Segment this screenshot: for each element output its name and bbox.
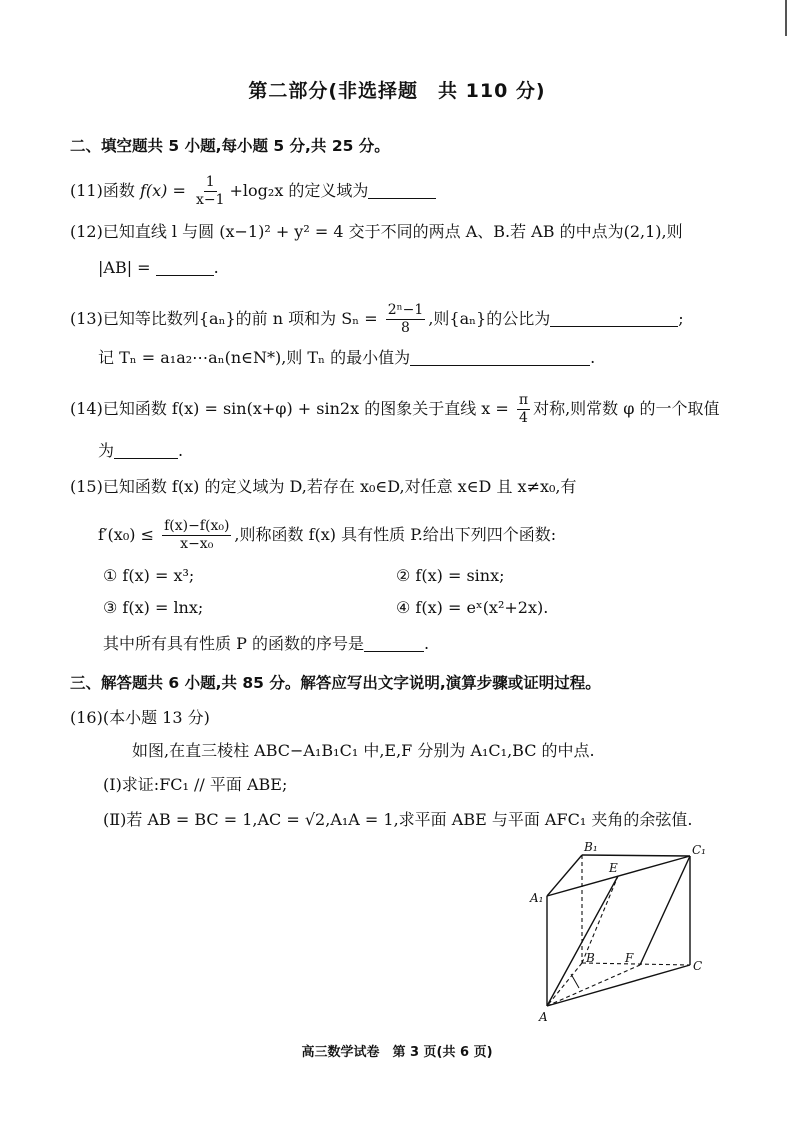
hidden-edge-bc [582,963,690,965]
q14-fraction: $\frac{\pi}{4}$ [518,392,529,426]
q11-fraction: $\frac{1}{x-1}$ [195,174,225,208]
question-12-line2: |AB| = . [98,258,219,277]
part-title: 第二部分(非选择题 共 110 分) [248,80,546,102]
q13-min-blank[interactable] [410,365,590,366]
section3-heading: 三、解答题共 6 小题,共 85 分。解答应写出文字说明,演算步骤或证明过程。 [70,674,601,692]
label-c1: C₁ [692,843,706,857]
question-14-line2: 为 . [98,441,184,460]
q12-answer-blank[interactable] [156,275,214,276]
edge-b1c1 [582,855,690,856]
label-b: B [586,951,595,965]
q13-ratio-blank[interactable] [550,326,678,327]
tick-mark [571,974,579,988]
question-16-part1: (Ⅰ)求证:FC₁ // 平面 ABE; [103,775,288,794]
label-f: F [625,951,634,965]
label-b1: B₁ [584,840,598,854]
q15-option-2: ② f(x) = sinx; [396,566,505,585]
label-a1: A₁ [530,891,544,905]
q15-option-1: ① f(x) = x³; [103,566,195,585]
question-13: (13)已知等比数列{aₙ}的前 n 项和为 Sₙ = $\frac{\text{2ⁿ−1}}{8}$ ,则{aₙ}的公比为 ; [70,302,684,336]
question-16-title: (16)(本小题 13 分) [70,708,210,727]
label-c: C [693,959,703,973]
q15-fraction: $\frac{\text{f(x)−f(x₀)}}{\text{x−x₀}}$ [164,518,230,552]
question-15-last: 其中所有具有性质 P 的函数的序号是 . [103,634,430,653]
q13-fraction: $\frac{\text{2ⁿ−1}}{8}$ [387,302,424,336]
q14-answer-blank[interactable] [114,458,178,459]
question-14: (14)已知函数 f(x) = sin(x+φ) + sin2x 的图象关于直线 x = $\frac{\pi}{4}$ 对称,则常数 φ 的一个取值 [70,392,720,426]
question-15: (15)已知函数 f(x) 的定义域为 D,若存在 x₀∈D,对任意 x∈D 且 x≠x₀,有 [70,477,577,496]
edge-b1a1 [547,855,582,896]
q15-answer-blank[interactable] [364,651,424,652]
edge-a1c1 [547,856,690,896]
q15-option-3: ③ f(x) = lnx; [103,598,204,617]
hidden-edge-af [547,965,640,1006]
question-16-intro: 如图,在直三棱柱 ABC−A₁B₁C₁ 中,E,F 分别为 A₁C₁,BC 的中点. [132,741,595,760]
hidden-edge-be [582,876,618,963]
edge-ac [547,965,690,1006]
page-footer: 高三数学试卷 第 3 页(共 6 页) [301,1045,493,1060]
q11-answer-blank[interactable] [368,198,436,199]
question-11: (11)函数 f(x) = $\frac{1}{x-1}$ +log₂x 的定义域为 [70,174,436,209]
question-15-inequality: f′(x₀) ≤ $\frac{\text{f(x)−f(x₀)}}{\text{x−x₀}}$ ,则称函数 f(x) 具有性质 P.给出下列四个函数: [98,518,557,552]
prism-figure [525,838,725,1028]
label-a: A [539,1010,548,1024]
q15-option-4: ④ f(x) = eˣ(x²+2x). [396,598,549,617]
label-e: E [609,861,618,875]
segment-fc1 [640,856,690,965]
question-13-line2: 记 Tₙ = a₁a₂⋯aₙ(n∈N*),则 Tₙ 的最小值为 . [98,348,596,367]
question-12: (12)已知直线 l 与圆 (x−1)² + y² = 4 交于不同的两点 A、B.若 AB 的中点为(2,1),则 [70,222,683,241]
section2-heading: 二、填空题共 5 小题,每小题 5 分,共 25 分。 [70,137,390,155]
scan-edge-mark [785,0,787,36]
question-16-part2: (Ⅱ)若 AB = BC = 1,AC = √2,A₁A = 1,求平面 ABE 与平面 AFC₁ 夹角的余弦值. [103,810,693,829]
